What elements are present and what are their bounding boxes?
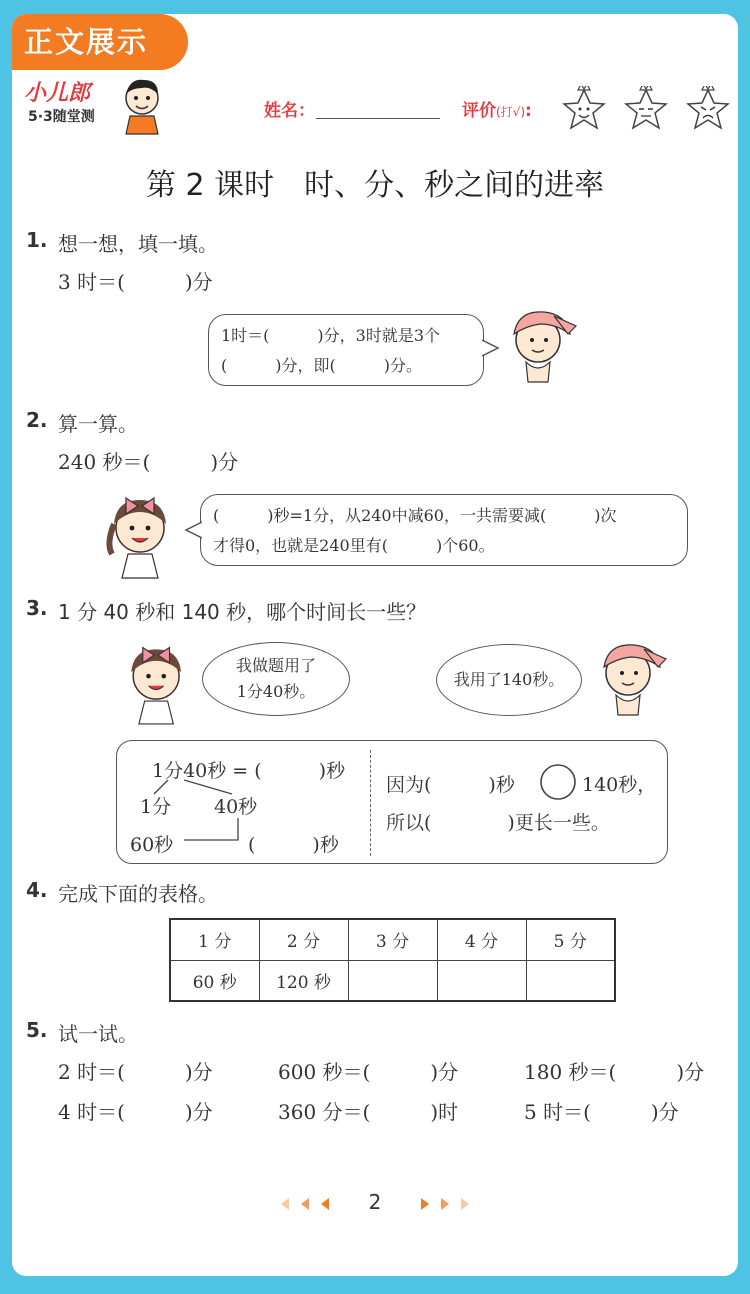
star-face-icon[interactable] — [688, 86, 728, 128]
q4-number: 4. — [26, 878, 48, 902]
q2-text: 算一算。 — [58, 412, 138, 436]
q3-box-r2[interactable]: 所以( )更长一些。 — [386, 812, 610, 834]
pager — [12, 1190, 738, 1214]
q3-box-r1b: 140秒， — [582, 774, 657, 796]
q5-number: 5. — [26, 1018, 48, 1042]
q4-text: 完成下面的表格。 — [58, 882, 218, 906]
section-tag: 正文展示 — [12, 14, 188, 70]
page-number: 2 — [368, 1190, 382, 1214]
q3-text: 1 分 40 秒和 140 秒，哪个时间长一些？ — [58, 600, 427, 624]
q3-box-line3a: 60秒 — [130, 834, 174, 856]
star-face-icon[interactable] — [564, 86, 604, 128]
logo-main: 小儿郎 — [24, 81, 91, 106]
name-input-line[interactable] — [316, 118, 440, 119]
q2-line[interactable]: 240 秒＝( )分 — [58, 450, 239, 474]
table-row — [170, 960, 615, 1001]
q3-box-split-a: 1分 — [140, 796, 172, 818]
table-cell: 5 分 — [526, 919, 615, 960]
table-cell-blank[interactable] — [526, 960, 615, 1001]
q5-item[interactable]: 2 时＝( )分 — [58, 1060, 213, 1084]
name-label: 姓名： — [264, 101, 315, 121]
page — [12, 14, 738, 1276]
table-cell: 60 秒 — [170, 960, 259, 1001]
q1-text: 想一想，填一填。 — [58, 232, 218, 256]
girl-icon — [116, 632, 202, 728]
logo — [24, 76, 174, 136]
page-title: 第 2 课时 时、分、秒之间的进率 — [145, 168, 605, 203]
eval-hint: (打√) — [496, 105, 526, 119]
q5-item[interactable]: 5 时＝( )分 — [524, 1100, 679, 1124]
q2-number: 2. — [26, 408, 48, 432]
arrow-left-icon[interactable] — [279, 1196, 339, 1212]
table-row — [170, 919, 615, 960]
bubble-tail — [184, 520, 202, 540]
eval-label — [462, 96, 532, 121]
q3-box-r1a[interactable]: 因为( )秒 — [386, 774, 515, 796]
q5-item[interactable]: 600 秒＝( )分 — [278, 1060, 459, 1084]
q5-item[interactable]: 4 时＝( )分 — [58, 1100, 213, 1124]
compare-circle-icon[interactable] — [538, 762, 578, 802]
q2-speech-bubble: ( )秒=1分，从240中减60，一共需要减( )次 才得0，也就是240里有( )个60。 — [200, 494, 688, 566]
q3-box-split-b: 40秒 — [214, 796, 258, 818]
bubble-tail — [482, 338, 500, 358]
q1-number: 1. — [26, 228, 48, 252]
split-lines — [132, 776, 252, 846]
table-cell: 4 分 — [437, 919, 526, 960]
boy-icon — [590, 632, 674, 722]
q3-girl-bubble: 我做题用了 1分40秒。 — [202, 642, 350, 716]
table-cell: 1 分 — [170, 919, 259, 960]
logo-sub: 5·3随堂测 — [28, 109, 95, 125]
q3-box-line1[interactable]: 1分40秒 = ( )秒 — [152, 760, 346, 782]
girl-icon — [98, 484, 188, 580]
table-cell: 120 秒 — [259, 960, 348, 1001]
box-divider — [370, 750, 371, 856]
q5-text: 试一试。 — [58, 1022, 138, 1046]
table-cell-blank[interactable] — [348, 960, 437, 1001]
eval-label-text: 评价 — [462, 101, 496, 121]
rating-stars — [562, 86, 732, 132]
q4-table — [169, 918, 616, 1002]
star-face-icon[interactable] — [626, 86, 666, 128]
q3-box-line3b[interactable]: ( )秒 — [248, 834, 339, 856]
eval-colon: : — [525, 101, 532, 121]
table-cell: 2 分 — [259, 919, 348, 960]
q5-item[interactable]: 180 秒＝( )分 — [524, 1060, 705, 1084]
q1-line[interactable]: 3 时＝( )分 — [58, 270, 213, 294]
arrow-right-icon[interactable] — [411, 1196, 471, 1212]
q5-item[interactable]: 360 分＝( )时 — [278, 1100, 459, 1124]
table-cell: 3 分 — [348, 919, 437, 960]
boy-logo-icon — [120, 76, 166, 136]
q3-boy-bubble: 我用了140秒。 — [436, 644, 582, 716]
q3-number: 3. — [26, 596, 48, 620]
boy-icon — [500, 304, 584, 384]
table-cell-blank[interactable] — [437, 960, 526, 1001]
q1-speech-bubble: 1时＝( )分，3时就是3个 ( )分，即( )分。 — [208, 314, 484, 386]
